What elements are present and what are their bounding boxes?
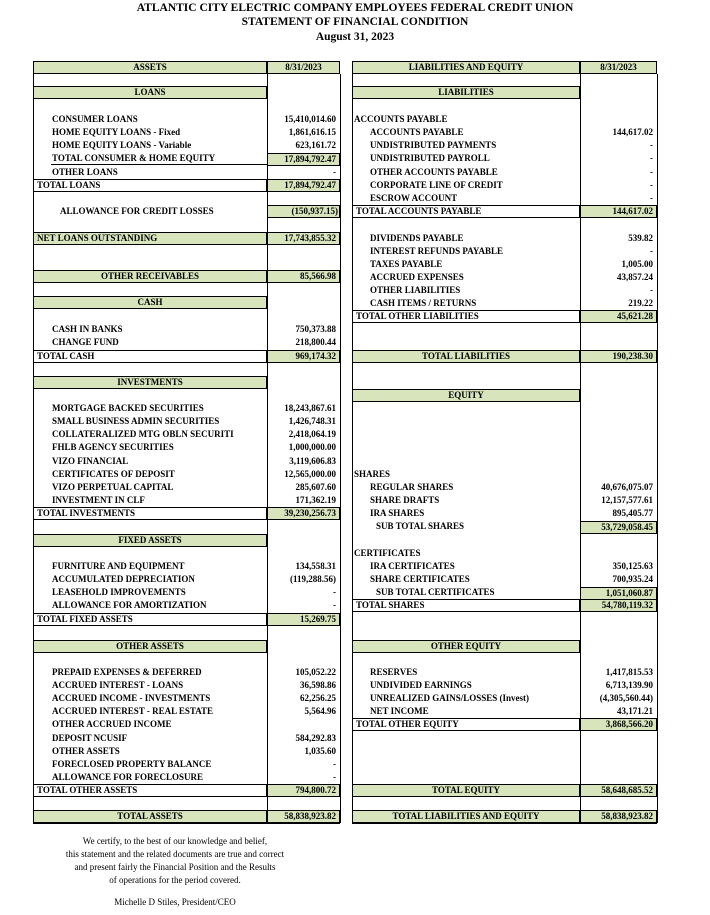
- liability-row-label: IRA CERTIFICATES: [370, 561, 455, 571]
- liability-row-value: 58,648,685.52: [580, 784, 657, 797]
- liability-row-value: -: [650, 180, 653, 190]
- section-header: FIXED ASSETS: [33, 534, 267, 547]
- asset-row-label: ACCRUED INTEREST - REAL ESTATE: [52, 706, 214, 716]
- liability-row-label: UNDISTRIBUTED PAYROLL: [370, 153, 490, 163]
- liability-row-value: -: [650, 246, 653, 256]
- asset-row-label: HOME EQUITY LOANS - Variable: [52, 140, 192, 150]
- column-divider: [657, 74, 658, 823]
- table-bottom-border: [33, 823, 340, 824]
- liability-row-value: 43,171.21: [617, 706, 653, 716]
- liability-row-label: OTHER LIABILITIES: [370, 285, 461, 295]
- section-header: OTHER EQUITY: [352, 640, 580, 653]
- asset-row-label: FURNITURE AND EQUIPMENT: [52, 561, 185, 571]
- column-divider: [340, 74, 341, 823]
- liability-row-value: 350,125.63: [612, 561, 653, 571]
- asset-row-value: 62,256.25: [300, 693, 336, 703]
- asset-row-value: 584,292.83: [295, 733, 336, 743]
- asset-row-label: OTHER ACCRUED INCOME: [52, 719, 172, 729]
- liability-row-label: SUB TOTAL SHARES: [376, 521, 465, 531]
- liability-row-label: SHARE CERTIFICATES: [370, 574, 470, 584]
- asset-row-label: ALLOWANCE FOR FORECLOSURE: [52, 772, 204, 782]
- liability-row-label: ACCOUNTS PAYABLE: [354, 114, 448, 124]
- asset-row-label: SMALL BUSINESS ADMIN SECURITIES: [52, 416, 220, 426]
- liability-row-value: 144,617.02: [580, 205, 657, 218]
- certification-text: [40, 835, 310, 887]
- certification-line: and present fairly the Financial Position and the Results: [74, 862, 276, 872]
- asset-row-label: ACCRUED INTEREST - LOANS: [52, 680, 184, 690]
- statement-title: STATEMENT OF FINANCIAL CONDITION: [241, 16, 469, 28]
- column-divider: [352, 74, 353, 823]
- liabilities-date-header: 8/31/2023: [580, 61, 657, 74]
- asset-row-label: OTHER LOANS: [52, 167, 118, 177]
- asset-row-value: (119,288.56): [290, 574, 336, 584]
- asset-row-value: 15,410,014.60: [284, 114, 336, 124]
- liability-row-value: 190,238.30: [580, 350, 657, 363]
- asset-row-value: 15,269.75: [267, 613, 340, 626]
- liability-row-label: UNDIVIDED EARNINGS: [370, 680, 472, 690]
- asset-row-label: TOTAL CASH: [33, 350, 267, 363]
- asset-row-value: -: [333, 772, 336, 782]
- asset-row-label: TOTAL ASSETS: [33, 810, 267, 823]
- liability-row-value: -: [650, 285, 653, 295]
- asset-row-value: 36,598.86: [300, 680, 336, 690]
- asset-row-value: -: [333, 167, 336, 177]
- asset-row-label: CONSUMER LOANS: [52, 114, 138, 124]
- asset-row-value: 750,373.88: [295, 324, 336, 334]
- signer-name: Michelle D Stiles, President/CEO: [114, 897, 236, 907]
- liability-row-label: TOTAL OTHER LIABILITIES: [352, 310, 580, 323]
- asset-row-value: 171,362.19: [295, 495, 336, 505]
- liability-row-label: UNREALIZED GAINS/LOSSES (Invest): [370, 693, 530, 703]
- liability-row-label: TOTAL EQUITY: [352, 784, 580, 797]
- liability-row-value: (4,305,560.44): [599, 693, 653, 703]
- asset-row-value: 218,800.44: [295, 337, 336, 347]
- asset-row-value: 5,564.96: [304, 706, 336, 716]
- asset-row-label: LEASEHOLD IMPROVEMENTS: [52, 587, 186, 597]
- liability-row-value: -: [650, 140, 653, 150]
- asset-row-label: PREPAID EXPENSES & DEFERRED: [52, 667, 202, 677]
- liability-row-label: TOTAL LIABILITIES: [352, 350, 580, 363]
- asset-row-value: -: [333, 759, 336, 769]
- asset-row-value: -: [333, 587, 336, 597]
- liability-row-label: SHARE DRAFTS: [370, 495, 440, 505]
- asset-row-label: ACCUMULATED DEPRECIATION: [52, 574, 195, 584]
- liability-row-value: 3,868,566.20: [580, 718, 657, 731]
- asset-row-value: 134,558.31: [295, 561, 336, 571]
- asset-row-label: FORECLOSED PROPERTY BALANCE: [52, 759, 212, 769]
- asset-row-label: DEPOSIT NCUSIF: [52, 733, 128, 743]
- section-header: INVESTMENTS: [33, 376, 267, 389]
- asset-row-label: ALLOWANCE FOR AMORTIZATION: [52, 600, 207, 610]
- asset-row-value: 285,607.60: [295, 482, 336, 492]
- liability-row-label: ESCROW ACCOUNT: [370, 193, 458, 203]
- asset-row-value: 3,119,606.83: [289, 456, 336, 466]
- certification-line: We certify, to the best of our knowledge and belief,: [82, 836, 268, 846]
- asset-row-value: 1,035.60: [304, 746, 336, 756]
- liability-row-value: 40,676,075.07: [601, 482, 653, 492]
- asset-row-label: OTHER RECEIVABLES: [33, 270, 267, 283]
- asset-row-label: TOTAL CONSUMER & HOME EQUITY: [52, 153, 216, 163]
- table-bottom-border: [352, 823, 657, 824]
- asset-row-value: 17,894,792.47: [267, 179, 340, 192]
- liability-row-label: RESERVES: [370, 667, 418, 677]
- liability-row-label: TOTAL OTHER EQUITY: [352, 718, 580, 731]
- asset-row-label: CASH IN BANKS: [52, 324, 123, 334]
- liability-row-label: UNDISTRIBUTED PAYMENTS: [370, 140, 497, 150]
- liability-row-value: 45,621.28: [580, 310, 657, 323]
- liability-row-value: 219.22: [628, 298, 653, 308]
- asset-row-value: 2,418,064.19: [288, 429, 336, 439]
- liability-row-label: ACCOUNTS PAYABLE: [370, 127, 464, 137]
- asset-row-label: ACCRUED INCOME - INVESTMENTS: [52, 693, 211, 703]
- asset-row-value: 1,000,000.00: [288, 442, 336, 452]
- liability-row-label: ACCRUED EXPENSES: [370, 272, 464, 282]
- liability-row-value: 54,780,119.32: [580, 599, 657, 612]
- asset-row-label: OTHER ASSETS: [52, 746, 120, 756]
- asset-row-label: TOTAL FIXED ASSETS: [33, 613, 267, 626]
- subtotal-underline: [51, 164, 267, 165]
- asset-row-value: (150,937.15): [267, 205, 340, 218]
- liability-row-value: -: [650, 167, 653, 177]
- liability-row-label: OTHER ACCOUNTS PAYABLE: [370, 167, 498, 177]
- asset-row-label: CHANGE FUND: [52, 337, 119, 347]
- asset-row-label: CERTIFICATES OF DEPOSIT: [52, 469, 175, 479]
- liability-row-value: 700,935.24: [612, 574, 653, 584]
- asset-row-value: 18,243,867.61: [284, 403, 336, 413]
- liability-row-label: SHARES: [354, 469, 391, 479]
- asset-row-label: VIZO FINANCIAL: [52, 456, 129, 466]
- liability-row-value: 58,838,923.82: [580, 810, 657, 823]
- liability-row-label: REGULAR SHARES: [370, 482, 454, 492]
- asset-row-label: TOTAL INVESTMENTS: [33, 507, 267, 520]
- liability-row-label: CORPORATE LINE OF CREDIT: [370, 180, 503, 190]
- section-header: OTHER ASSETS: [33, 640, 267, 653]
- asset-row-label: FHLB AGENCY SECURITIES: [52, 442, 174, 452]
- liability-row-value: -: [650, 193, 653, 203]
- liability-row-value: 6,713,139.90: [605, 680, 653, 690]
- asset-row-value: 105,052.22: [295, 667, 336, 677]
- section-header: CASH: [33, 296, 267, 309]
- liability-row-label: TAXES PAYABLE: [370, 259, 443, 269]
- assets-date-header: 8/31/2023: [267, 61, 340, 74]
- asset-row-label: ALLOWANCE FOR CREDIT LOSSES: [60, 206, 214, 216]
- asset-row-value: 1,426,748.31: [288, 416, 336, 426]
- asset-row-value: -: [333, 600, 336, 610]
- asset-row-label: VIZO PERPETUAL CAPITAL: [52, 482, 174, 492]
- asset-row-label: NET LOANS OUTSTANDING: [33, 232, 267, 245]
- liability-row-label: TOTAL ACCOUNTS PAYABLE: [352, 205, 580, 218]
- liability-row-value: 895,405.77: [612, 508, 653, 518]
- asset-row-value: 17,743,855.32: [267, 232, 340, 245]
- section-header: EQUITY: [352, 389, 580, 402]
- column-divider: [580, 74, 581, 823]
- certification-line: this statement and the related documents are true and correct: [65, 849, 285, 859]
- asset-row-label: HOME EQUITY LOANS - Fixed: [52, 127, 181, 137]
- asset-row-label: TOTAL OTHER ASSETS: [33, 784, 267, 797]
- asset-row-value: 39,230,256.73: [267, 507, 340, 520]
- asset-row-value: 58,838,923.82: [267, 810, 340, 823]
- liability-row-label: TOTAL SHARES: [352, 599, 580, 612]
- liability-row-value: 53,729,058.45: [580, 521, 657, 534]
- statement-date: August 31, 2023: [315, 31, 395, 43]
- liability-row-value: 1,051,060.87: [580, 587, 657, 600]
- liability-row-value: 539.82: [628, 233, 653, 243]
- asset-row-value: 12,565,000.00: [284, 469, 336, 479]
- assets-header: ASSETS: [33, 61, 267, 74]
- liability-row-value: 1,417,815.53: [605, 667, 653, 677]
- liability-row-label: INTEREST REFUNDS PAYABLE: [370, 246, 504, 256]
- asset-row-label: INVESTMENT IN CLF: [52, 495, 145, 505]
- asset-row-label: MORTGAGE BACKED SECURITIES: [52, 403, 204, 413]
- asset-row-value: 969,174.32: [267, 350, 340, 363]
- asset-row-value: 85,566.98: [267, 270, 340, 283]
- liability-row-label: IRA SHARES: [370, 508, 425, 518]
- liability-row-label: CASH ITEMS / RETURNS: [370, 298, 477, 308]
- liability-row-label: TOTAL LIABILITIES AND EQUITY: [352, 810, 580, 823]
- liabilities-equity-header: LIABILITIES AND EQUITY: [352, 61, 580, 74]
- certification-line: of operations for the period covered.: [109, 875, 241, 885]
- liability-row-label: DIVIDENDS PAYABLE: [370, 233, 464, 243]
- liability-row-value: -: [650, 153, 653, 163]
- liability-row-value: 1,005.00: [621, 259, 653, 269]
- asset-row-value: 794,800.72: [267, 784, 340, 797]
- liability-row-label: NET INCOME: [370, 706, 429, 716]
- liability-row-value: 43,857.24: [617, 272, 653, 282]
- asset-row-value: 623,161.72: [295, 140, 336, 150]
- asset-row-value: 17,894,792.47: [267, 153, 340, 166]
- org-name: ATLANTIC CITY ELECTRIC COMPANY EMPLOYEES FEDERAL CREDIT UNION: [136, 2, 574, 14]
- liability-row-value: 12,157,577.61: [601, 495, 653, 505]
- section-header: LIABILITIES: [352, 86, 580, 99]
- liability-row-value: 144,617.02: [612, 127, 653, 137]
- liability-row-label: CERTIFICATES: [354, 548, 421, 558]
- asset-row-label: TOTAL LOANS: [33, 179, 267, 192]
- asset-row-label: COLLATERALIZED MTG OBLN SECURITI: [52, 429, 234, 439]
- section-header: LOANS: [33, 86, 267, 99]
- asset-row-value: 1,861,616.15: [288, 127, 336, 137]
- liability-row-label: SUB TOTAL CERTIFICATES: [376, 587, 495, 597]
